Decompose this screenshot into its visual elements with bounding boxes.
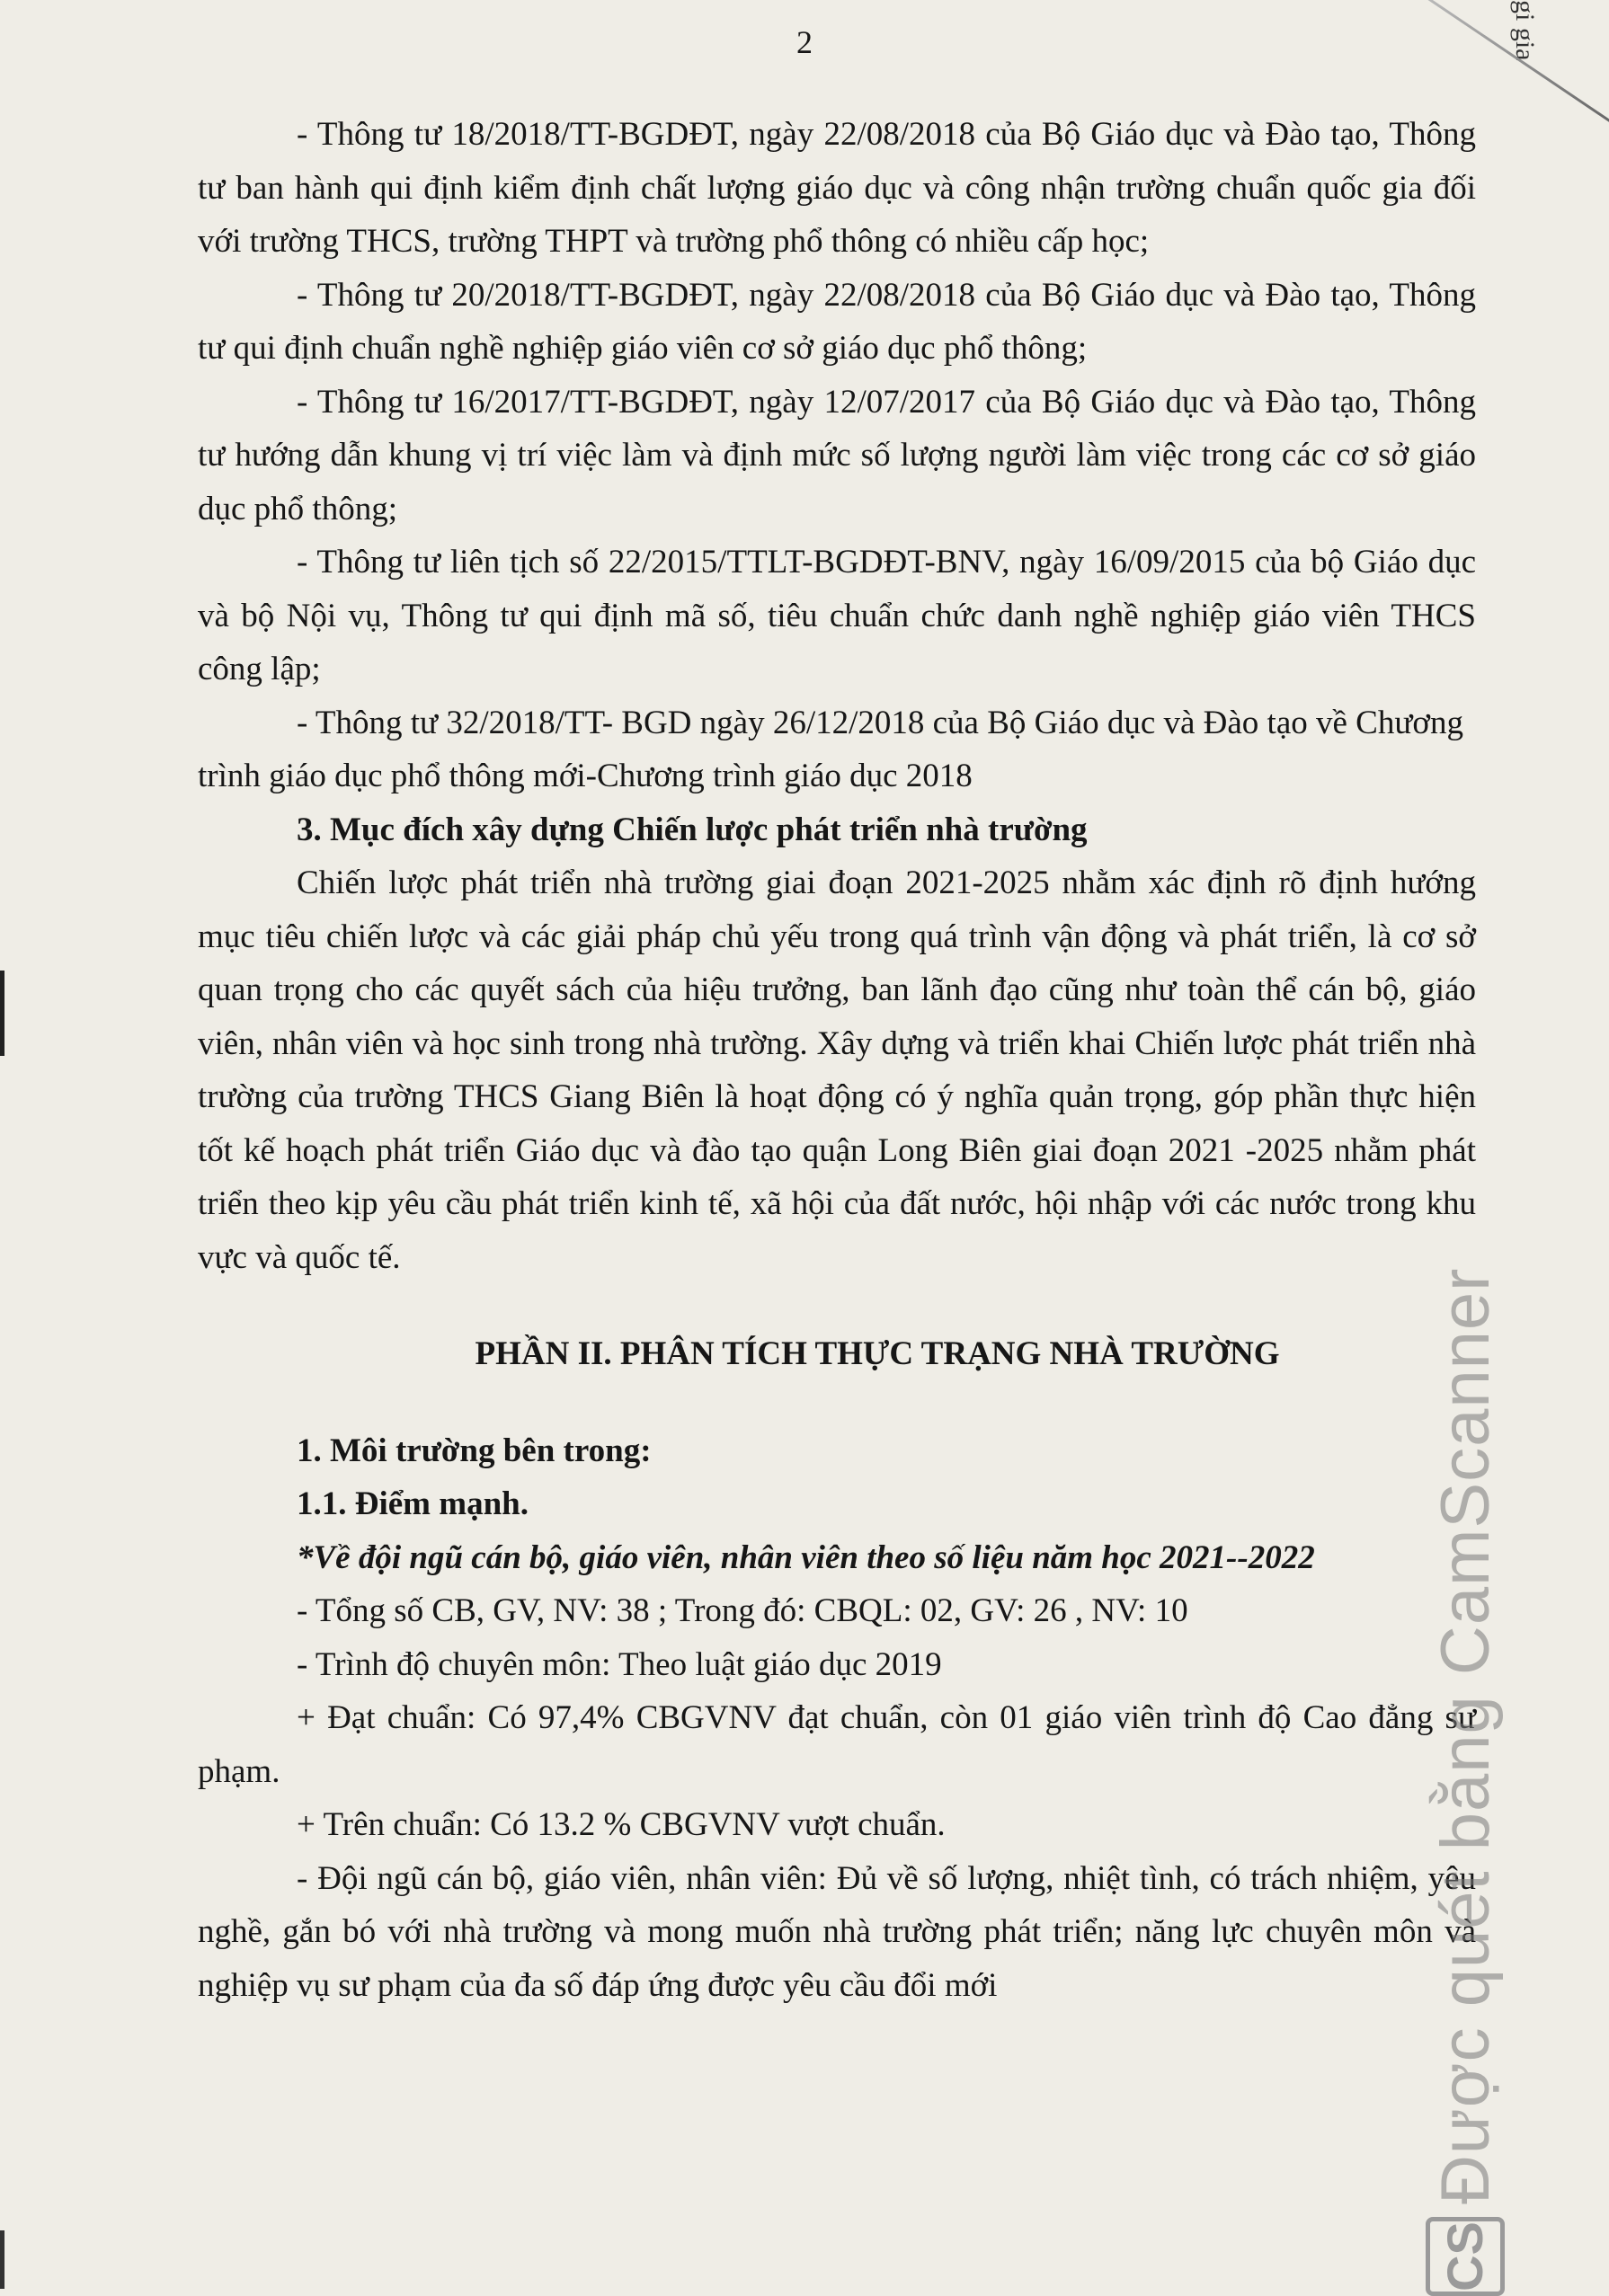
corner-fragment-text: gi gia [1510,0,1540,61]
legal-basis-item-4: - Thông tư liên tịch số 22/2015/TTLT-BGDĐT-BNV, ngày 16/09/2015 của bộ Giáo dục và bộ Nội vụ, Thông tư qui định mã số, tiêu chuẩn chức danh nghề nghiệp giáo viên THCS công lập; [198,544,1476,687]
legal-basis-item-3: - Thông tư 16/2017/TT-BGDĐT, ngày 12/07/2017 của Bộ Giáo dục và Đào tạo, Thông tư hướng dẫn khung vị trí việc làm và định mức số lượng người làm việc trong các cơ sở giáo dục phổ thông; [198,383,1476,527]
section-3-heading: 3. Mục đích xây dựng Chiến lược phát triển nhà trường [297,811,1088,848]
legal-basis-item-5: - Thông tư 32/2018/TT- BGD ngày 26/12/2018 của Bộ Giáo dục và Đào tạo về Chương trình giáo dục phổ thông mới-Chương trình giáo dục 2018 [198,704,1463,794]
legal-basis-item-2: - Thông tư 20/2018/TT-BGDĐT, ngày 22/08/2018 của Bộ Giáo dục và Đào tạo, Thông tư qui định chuẩn nghề nghiệp giáo viên cơ sở giáo dục phổ thông; [198,276,1476,367]
above-standard-line: + Trên chuẩn: Có 13.2 % CBGVNV vượt chuẩn. [297,1806,946,1843]
standard-line: + Đạt chuẩn: Có 97,4% CBGVNV đạt chuẩn, còn 01 giáo viên trình độ Cao đẳng sư phạm. [198,1699,1476,1790]
qualification-line: - Trình độ chuyên môn: Theo luật giáo dục 2019 [297,1645,942,1683]
scan-edge-mark-bottom [0,2230,4,2289]
watermark-text: Được quét bằng CamScanner [1427,1267,1504,2204]
section-3-body: Chiến lược phát triển nhà trường giai đoạn 2021-2025 nhằm xác định rõ định hướng mục tiêu chiến lược và các giải pháp chủ yếu trong quá trình vận động và phát triển, là cơ sở quan trọng cho các quyết sách của hiệu trưởng, ban lãnh đạo cũng như toàn thể cán bộ, giáo viên, nhân viên và học sinh trong nhà trường. Xây dựng và triển khai Chiến lược phát triển nhà trường của trường THCS Giang Biên là hoạt động có ý nghĩa quản trọng, góp phần thực hiện tốt kế hoạch phát triển Giáo dục và đào tạo quận Long Biên giai đoạn 2021 -2025 nhằm phát triển theo kịp yêu cầu phát triển kinh tế, xã hội của đất nước, hội nhập với các nước trong khu vực và quốc tế. [198,864,1476,1276]
camscanner-watermark [1420,948,1510,2296]
staff-total: - Tổng số CB, GV, NV: 38 ; Trong đó: CBQL: 02, GV: 26 , NV: 10 [297,1592,1188,1629]
legal-basis-item-1: - Thông tư 18/2018/TT-BGDĐT, ngày 22/08/2018 của Bộ Giáo dục và Đào tạo, Thông tư ban hành qui định kiểm định chất lượng giáo dục và công nhận trường chuẩn quốc gia đối với trường THCS, trường THPT và trường phổ thông có nhiều cấp học; [198,116,1476,260]
staff-description: - Đội ngũ cán bộ, giáo viên, nhân viên: Đủ về số lượng, nhiệt tình, có trách nhiệm, yêu nghề, gắn bó với nhà trường và mong muốn nhà trường phát triển; năng lực chuyên môn và nghiệp vụ sư phạm của đa số đáp ứng được yêu cầu đổi mới [198,1859,1476,2004]
camscanner-logo-icon: CS [1426,2217,1505,2296]
part-2-heading: PHẦN II. PHÂN TÍCH THỰC TRẠNG NHÀ TRƯỜNG [475,1335,1280,1372]
scan-edge-mark [0,971,4,1056]
subsection-1-heading: 1. Môi trường bên trong: [297,1432,652,1469]
document-body [198,108,1476,2012]
subsection-1-1-heading: 1.1. Điểm mạnh. [297,1485,529,1522]
staff-heading: *Về đội ngũ cán bộ, giáo viên, nhân viên theo số liệu năm học 2021--2022 [297,1538,1315,1576]
page-number: 2 [796,24,813,60]
